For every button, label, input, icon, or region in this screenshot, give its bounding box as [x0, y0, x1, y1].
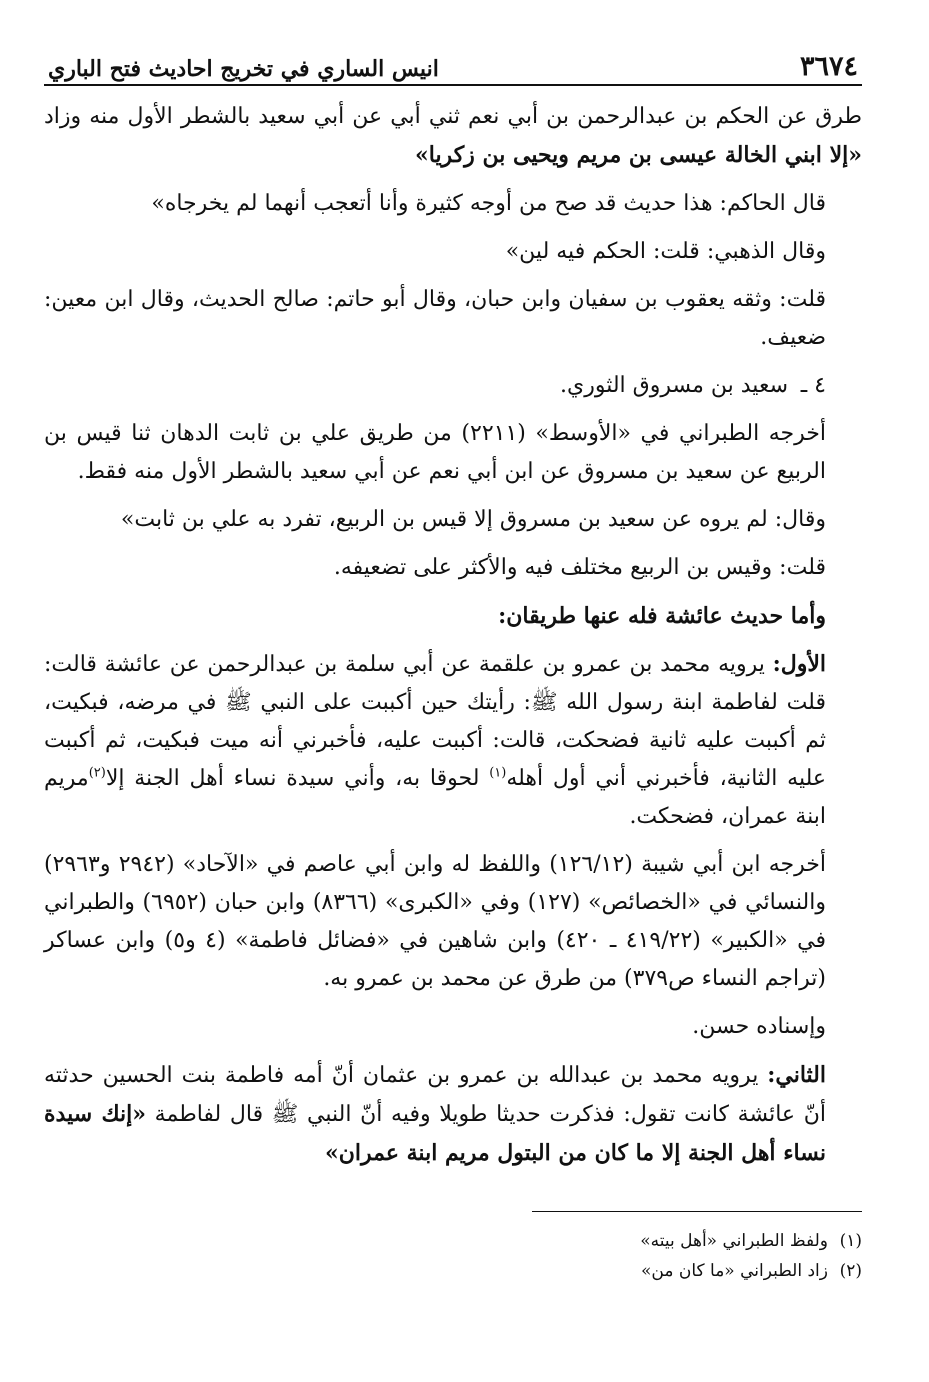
footnote — [44, 1226, 862, 1256]
paragraph-text: يرويه محمد بن عبدالله بن عمرو بن عثمان أنّ أمه فاطمة بنت الحسين حدثته أنّ عائشة كانت تقول: فذكرت حديثا طويلا وفيه أنّ النبي ﷺ قال لفاطمة — [44, 1063, 826, 1127]
numbered-item — [44, 367, 862, 405]
paragraph: أخرجه ابن أبي شيبة (١٢٦/١٢) واللفظ له وابن أبي عاصم في «الآحاد» (٢٩٤٢ و٢٩٦٣) والنسائي في «الخصائص» (١٢٧) وفي «الكبرى» (٨٣٦٦) وابن حبان (٦٩٥٢) والطبراني في «الكبير» (٤١٩/٢٢ ـ ٤٢٠) وابن شاهين في «فضائل فاطمة» (٤ و٥) وابن عساكر (تراجم النساء ص٣٧٩) من طرق عن محمد بن عمرو به. — [44, 852, 826, 991]
section-heading: وأما حديث عائشة فله عنها طريقان: — [498, 603, 826, 629]
footnote-number: (١) — [839, 1231, 862, 1251]
paragraph — [44, 98, 862, 175]
page — [44, 38, 862, 1286]
paragraph-lead: الأول: — [772, 651, 826, 677]
paragraph-text: مريم ابنة عمران، فضحكت. — [44, 766, 826, 829]
paragraph: قال الحاكم: هذا حديث قد صح من أوجه كثيرة وأنا أتعجب أنهما لم يخرجاه» — [151, 191, 826, 216]
page-header — [44, 38, 862, 86]
footnote-text: زاد الطبراني «ما كان من» — [641, 1261, 828, 1281]
item-number: ٤ ـ — [800, 373, 826, 398]
paragraph-lead: الثاني: — [767, 1062, 826, 1088]
footnote — [44, 1256, 862, 1286]
page-number: ٣٦٧٤ — [799, 51, 858, 82]
page-body — [44, 98, 862, 1173]
footnotes — [44, 1226, 862, 1286]
paragraph — [44, 1056, 862, 1173]
paragraph-text: يرويه محمد بن عمرو بن علقمة عن أبي سلمة بن عبدالرحمن عن عائشة قالت: قلت لفاطمة ابنة رسول الله ﷺ: رأيتك حين أكببت على النبي ﷺ في مرضه، فبكيت، ثم أكببت عليه ثانية فضحكت، قالت: أكببت عليه، فأخبرني أنه ميت فبكيت، ثم أكببت عليه الثانية، فأخبرني أني أول أهله — [44, 652, 827, 791]
footnote-ref: (١) — [489, 765, 507, 781]
paragraph: أخرجه الطبراني في «الأوسط» (٢٢١١) من طريق علي بن ثابت الدهان ثنا قيس بن الربيع عن سعيد بن مسروق عن ابن أبي نعم عن أبي سعيد بالشطر الأول منه فقط. — [44, 421, 827, 484]
paragraph: وقال: لم يروه عن سعيد بن مسروق إلا قيس بن الربيع، تفرد به علي بن ثابت» — [120, 507, 826, 532]
hadith-quote: «إلا ابني الخالة عيسى بن مريم ويحيى بن زكريا» — [414, 142, 862, 168]
paragraph: قلت: وقيس بن الربيع مختلف فيه والأكثر على تضعيفه. — [333, 555, 826, 580]
footnote-text: ولفظ الطبراني «أهل بيته» — [640, 1231, 828, 1251]
hadith-quote: «إنك سيدة نساء أهل الجنة إلا ما كان من البتول مريم ابنة عمران» — [44, 1101, 826, 1166]
footnote-divider — [532, 1211, 862, 1212]
item-text: سعيد بن مسروق الثوري. — [560, 373, 788, 398]
paragraph: وقال الذهبي: قلت: الحكم فيه لين» — [505, 239, 826, 264]
footnote-number: (٢) — [839, 1261, 862, 1281]
paragraph-text: طرق عن الحكم بن عبدالرحمن بن أبي نعم ثني أبي عن أبي سعيد بالشطر الأول منه وزاد — [44, 104, 862, 129]
paragraph: وإسناده حسن. — [692, 1014, 826, 1039]
paragraph-text: لحوقا به، وأني سيدة نساء أهل الجنة إلا — [105, 766, 490, 791]
footnote-ref: (٢) — [88, 765, 106, 781]
paragraph: قلت: وثقه يعقوب بن سفيان وابن حبان، وقال أبو حاتم: صالح الحديث، وقال ابن معين: ضعيف. — [44, 287, 826, 350]
running-title: انيس الساري في تخريج احاديث فتح الباري — [48, 56, 439, 82]
paragraph — [44, 645, 862, 836]
